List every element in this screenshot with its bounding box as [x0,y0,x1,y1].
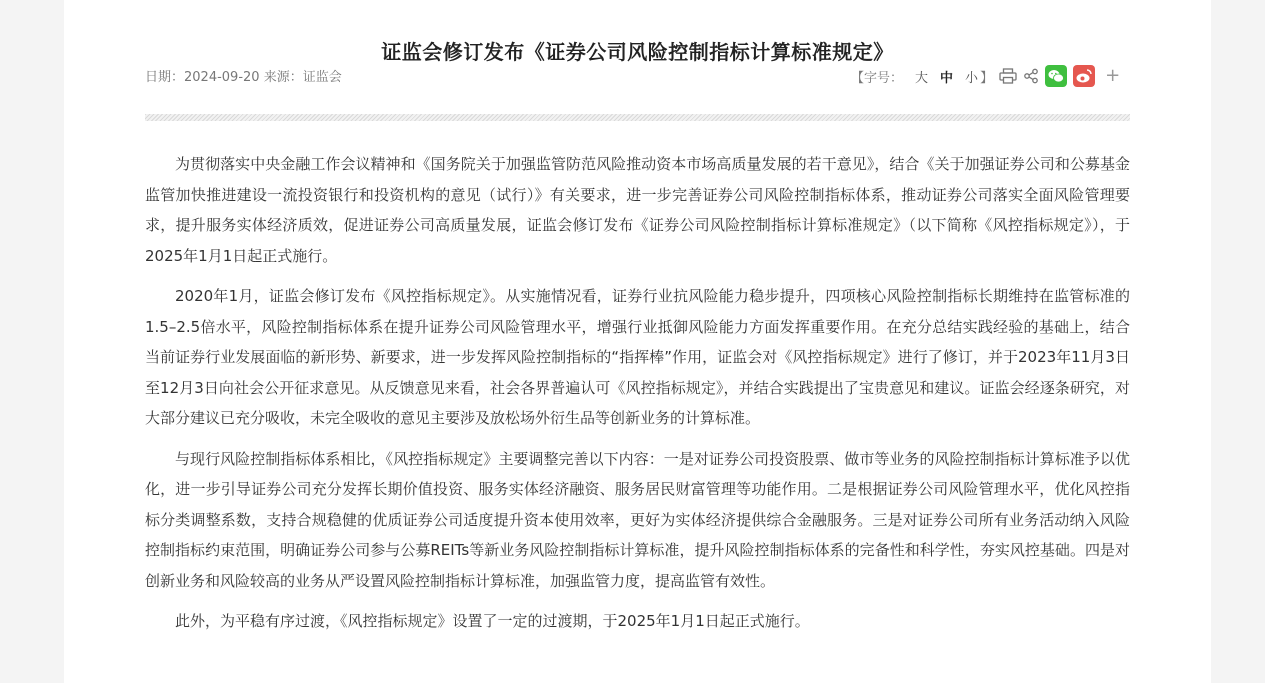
font-size-medium-button[interactable]: 中 [940,70,954,86]
article-body [145,149,1130,647]
font-size-small-button[interactable]: 小 [965,70,979,86]
paragraph: 为贯彻落实中央金融工作会议精神和《国务院关于加强监管防范风险推动资本市场高质量发展的若干意见》，结合《关于加强证券公司和公募基金监管加快推进建设一流投资银行和投资机构的意见（试行）》有关要求，进一步完善证券公司风险控制指标体系，推动证券公司落实全面风险管理要求，提升服务实体经济质效，促进证券公司高质量发展，证监会修订发布《证券公司风险控制指标计算标准规定》（以下简称《风控指标规定》），于2025年1月1日起正式施行。 [145,155,1130,265]
article-meta [145,66,342,85]
source-name: 证监会 [302,70,342,85]
share-icon[interactable] [1023,68,1039,84]
article-title: 证监会修订发布《证券公司风险控制指标计算标准规定》 [381,40,894,64]
paragraph: 此外，为平稳有序过渡，《风控指标规定》设置了一定的过渡期，于2025年1月1日起正式施行。 [175,612,810,630]
publish-date: 2024-09-20 [184,70,260,85]
weibo-icon[interactable] [1073,65,1095,87]
paragraph: 2020年1月，证监会修订发布《风控指标规定》。从实施情况看，证券行业抗风险能力稳步提升，四项核心风险控制指标长期维持在监管标准的1.5–2.5倍水平，风险控制指标体系在提升证券公司风险管理水平，增强行业抵御风险能力方面发挥重要作用。在充分总结实践经验的基础上，结合当前证券行业发展面临的新形势、新要求，进一步发挥风险控制指标的“指挥棒”作用，证监会对《风控指标规定》进行了修订，并于2023年11月3日至12月3日向社会公开征求意见。从反馈意见来看，社会各界普遍认可《风控指标规定》，并结合实践提出了宝贵意见和建议。证监会经逐条研究，对大部分建议已充分吸收，未完全吸收的意见主要涉及放松场外衍生品等创新业务的计算标准。 [145,287,1130,427]
source-label: 来源： [263,70,303,85]
print-icon[interactable] [999,68,1017,84]
article-page [64,0,1211,683]
paragraph: 与现行风险控制指标体系相比，《风控指标规定》主要调整完善以下内容：一是对证券公司投资股票、做市等业务的风险控制指标计算标准予以优化，进一步引导证券公司充分发挥长期价值投资、服务实体经济融资、服务居民财富管理等功能作用。二是根据证券公司风险管理水平，优化风控指标分类调整系数，支持合规稳健的优质证券公司适度提升资本使用效率，更好为实体经济提供综合金融服务。三是对证券公司所有业务活动纳入风险控制指标约束范围，明确证券公司参与公募REITs等新业务风险控制指标计算标准，提升风险控制指标体系的完备性和科学性，夯实风控基础。四是对创新业务和风险较高的业务从严设置风险控制指标计算标准，加强监管力度，提高监管有效性。 [145,449,1130,590]
font-size-label: 【字号： [851,70,904,86]
title-divider [145,114,1130,121]
date-label: 日期： [145,70,185,85]
plus-icon[interactable]: + [1105,65,1121,86]
wechat-icon[interactable] [1045,65,1067,87]
article-toolbar [851,64,1120,88]
font-size-large-button[interactable]: 大 [915,70,929,86]
font-size-close-bracket: 】 [980,70,994,86]
